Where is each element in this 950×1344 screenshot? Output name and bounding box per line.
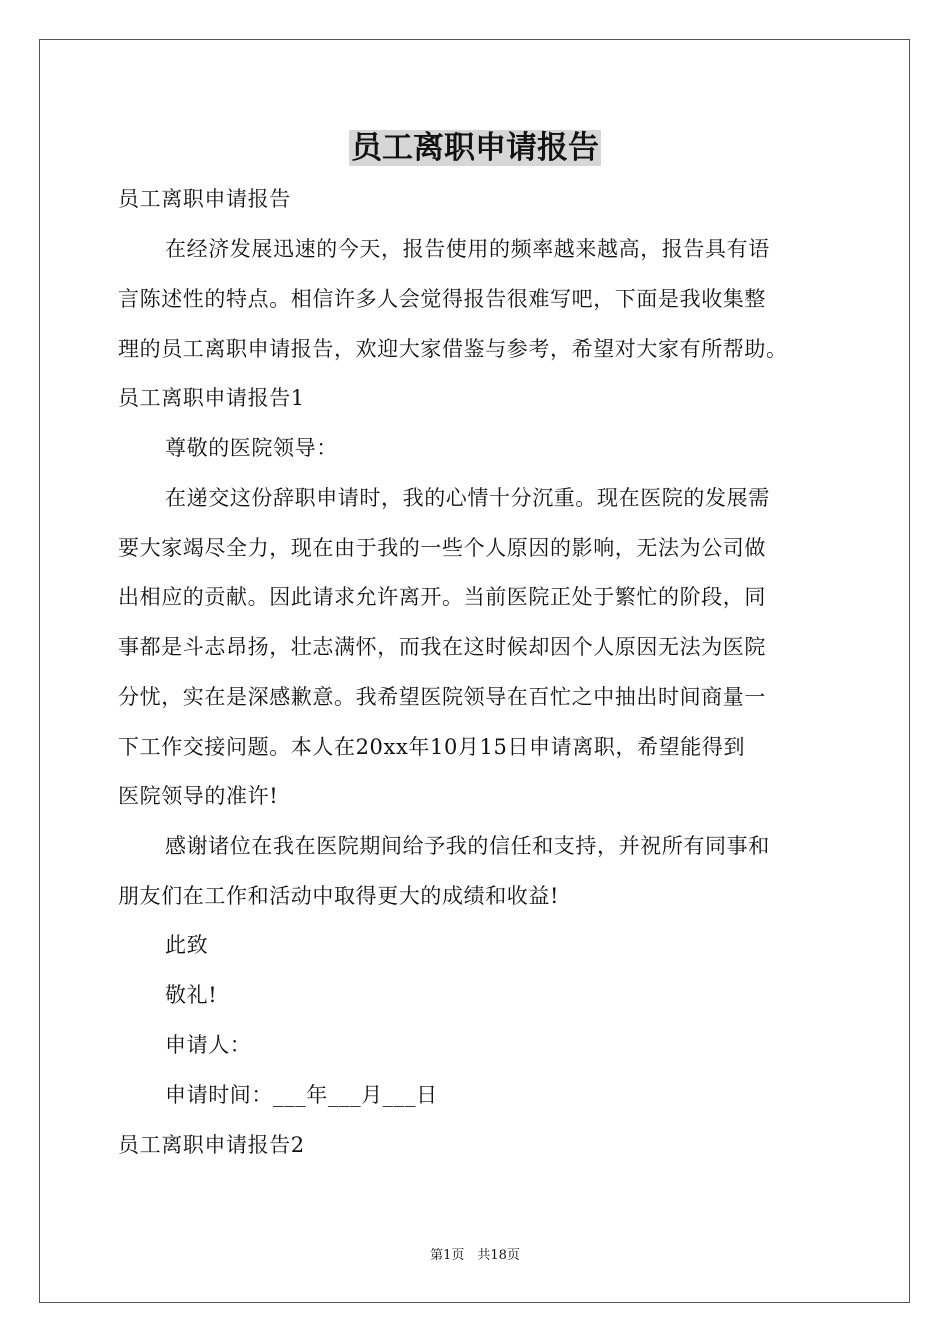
intro-paragraph-line-2: 言陈述性的特点。相信许多人会觉得报告很难写吧，下面是我收集整	[118, 287, 766, 311]
section-heading-2: 员工离职申请报告2	[118, 1133, 305, 1157]
body-paragraph-1-line-4: 事都是斗志昂扬，壮志满怀，而我在这时候却因个人原因无法为医院	[118, 635, 766, 659]
body-paragraph-1-line-1: 在递交这份辞职申请时，我的心情十分沉重。现在医院的发展需	[165, 486, 770, 510]
body-paragraph-1-line-2: 要大家竭尽全力，现在由于我的一些个人原因的影响，无法为公司做	[118, 536, 766, 560]
intro-paragraph-line-1: 在经济发展迅速的今天，报告使用的频率越来越高，报告具有语	[165, 237, 770, 261]
document-title	[0, 123, 950, 173]
page-number-footer: 第1页 共18页	[430, 1248, 520, 1263]
salutation: 尊敬的医院领导：	[165, 436, 338, 460]
body-paragraph-2-line-2: 朋友们在工作和活动中取得更大的成绩和收益!	[118, 884, 560, 908]
body-paragraph-1-line-5: 分忧，实在是深感歉意。我希望医院领导在百忙之中抽出时间商量一	[118, 685, 766, 709]
applicant-line: 申请人：	[165, 1033, 252, 1057]
body-paragraph-1-line-7: 医院领导的准许!	[118, 784, 279, 808]
subtitle-line: 员工离职申请报告	[118, 187, 291, 211]
page-border	[39, 39, 910, 1303]
application-date-line: 申请时间：___年___月___日	[165, 1083, 438, 1107]
section-heading-1: 员工离职申请报告1	[118, 386, 305, 410]
closing-jingli: 敬礼!	[165, 983, 218, 1007]
intro-paragraph-line-3: 理的员工离职申请报告，欢迎大家借鉴与参考，希望对大家有所帮助。	[118, 337, 788, 361]
body-paragraph-2-line-1: 感谢诸位在我在医院期间给予我的信任和支持，并祝所有同事和	[165, 834, 770, 858]
document-title-text: 员工离职申请报告	[351, 130, 599, 166]
body-paragraph-1-line-3: 出相应的贡献。因此请求允许离开。当前医院正处于繁忙的阶段，同	[118, 585, 766, 609]
closing-cizhi: 此致	[165, 933, 209, 957]
body-paragraph-1-line-6: 下工作交接问题。本人在20xx年10月15日申请离职，希望能得到	[118, 735, 746, 759]
